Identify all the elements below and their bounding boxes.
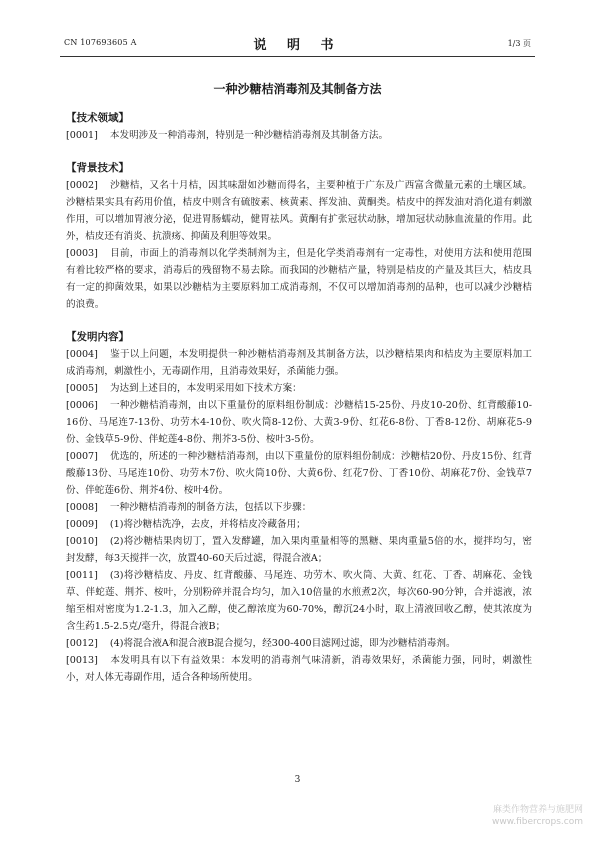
paragraph <box>66 448 532 499</box>
section-heading: 【技术领域】 <box>66 112 129 124</box>
paragraph <box>66 177 532 245</box>
header-rule <box>60 56 535 57</box>
paragraph <box>66 533 532 567</box>
document-type-title: 说 明 书 <box>253 38 342 53</box>
watermark-line-1: 麻类作物营养与施肥网 <box>492 805 583 815</box>
paragraph-number: [0001] <box>66 130 98 141</box>
page-header <box>64 32 531 54</box>
paragraph-text: (1)将沙糖桔洗净，去皮，并将桔皮冷藏备用； <box>109 519 306 530</box>
page-indicator: 1/3 页 <box>507 39 531 48</box>
paragraph <box>66 567 532 635</box>
section-heading: 【发明内容】 <box>66 331 129 343</box>
paragraph-number: [0002] <box>66 180 98 191</box>
paragraph <box>66 380 532 397</box>
paragraph-text: 本发明涉及一种消毒剂，特别是一种沙糖桔消毒剂及其制备方法。 <box>109 130 389 141</box>
paragraph <box>66 635 532 652</box>
section-heading: 【背景技术】 <box>66 162 129 174</box>
paragraph <box>66 346 532 380</box>
paragraph-text: (2)将沙糖桔果肉切丁，置入发酵罐，加入果肉重量相等的黑糖、果肉重量5倍的水，搅拌均匀，密封发酵，每3天搅拌一次，放置40-60天后过滤，得混合液A； <box>66 536 532 564</box>
paragraph-text: 一种沙糖桔消毒剂，由以下重量份的原料组份制成：沙糖桔15-25份、丹皮10-20份、红背酸藤10-16份、马尾连7-13份、功劳木4-10份、吹火筒8-12份、大黄3-9份、红花6-8份、丁香8-12份、胡麻花5-9份、金钱草5-9份、伴蛇莲4-8份、荆芥3-5份、桉叶3-5份。 <box>66 400 532 445</box>
paragraph-number: [0011] <box>66 570 98 581</box>
document-title: 一种沙糖桔消毒剂及其制备方法 <box>213 82 382 96</box>
paragraph-number: [0007] <box>66 451 98 462</box>
paragraph <box>66 652 532 686</box>
paragraph-text: (3)将沙糖桔皮、丹皮、红背酸藤、马尾连、功劳木、吹火筒、大黄、红花、丁香、胡麻花、金钱草、伴蛇莲、荆芥、桉叶，分别粉碎并混合均匀，加入10倍量的水煎煮2次，每次60-90分钟，合并滤液，浓缩至相对密度为1.2-1.3，加入乙醇，使乙醇浓度为60-70%，醇沉24小时，取上清液回收乙醇，使其浓度为含生药1.5-2.5克/毫升，得混合液B； <box>66 570 532 632</box>
paragraph-number: [0003] <box>66 248 98 259</box>
watermark <box>492 804 583 828</box>
paragraph-number: [0006] <box>66 400 98 411</box>
paragraph-number: [0010] <box>66 536 98 547</box>
paragraph-text: 目前，市面上的消毒剂以化学类制剂为主，但是化学类消毒剂有一定毒性，对使用方法和使用范围有着比较严格的要求，消毒后的残留物不易去除。而我国的沙糖桔产量，特别是桔皮的产量及其巨大，桔皮具有一定的抑菌效果，如果以沙糖桔为主要原料加工成消毒剂，不仅可以增加消毒剂的品种，也可以减少沙糖桔的浪费。 <box>66 248 532 310</box>
paragraph-text: 沙糖桔，又名十月桔，因其味甜如沙糖而得名，主要种植于广东及广西富含微量元素的土壤区域。沙糖桔果实具有药用价值，桔皮中则含有硫胺素、核黄素、挥发油、黄酮类。桔皮中的挥发油对消化道有刺激作用，可以增加胃液分泌，促进胃肠蠕动，健胃祛风。黄酮有扩张冠状动脉，增加冠状动脉血流量的作用。此外，桔皮还有消炎、抗溃疡、抑菌及利胆等效果。 <box>66 180 532 242</box>
paragraph-number: [0005] <box>66 383 98 394</box>
paragraph-number: [0012] <box>66 638 98 649</box>
paragraph-text: 优选的，所述的一种沙糖桔消毒剂，由以下重量份的原料组份制成：沙糖桔20份、丹皮15份、红背酸藤13份、马尾连10份、功劳木7份、吹火筒10份、大黄6份、红花7份、丁香10份、胡麻花7份、金钱草7份、伴蛇莲6份、荆芥4份、桉叶4份。 <box>66 451 532 496</box>
paragraph-number: [0004] <box>66 349 98 360</box>
paragraph-number: [0009] <box>66 519 98 530</box>
paragraph-text: 本发明具有以下有益效果：本发明的消毒剂气味清新，消毒效果好，杀菌能力强，同时，刺激性小，对人体无毒副作用，适合各种场所使用。 <box>66 655 532 683</box>
paragraph <box>66 397 532 448</box>
paragraph-text: 鉴于以上问题，本发明提供一种沙糖桔消毒剂及其制备方法，以沙糖桔果肉和桔皮为主要原料加工成消毒剂，刺激性小，无毒副作用，且消毒效果好，杀菌能力强。 <box>66 349 532 377</box>
paragraph-text: 一种沙糖桔消毒剂的制备方法，包括以下步骤： <box>109 502 312 513</box>
paragraph <box>66 245 532 313</box>
paragraph-text: (4)将混合液A和混合液B混合搅匀，经300-400目滤网过滤，即为沙糖桔消毒剂。 <box>109 638 456 649</box>
paragraph-text: 为达到上述目的，本发明采用如下技术方案： <box>109 383 302 394</box>
paragraph <box>66 499 532 516</box>
page-number: 3 <box>294 775 301 785</box>
document-body <box>66 110 532 686</box>
watermark-line-2: www.fibercrops.com <box>492 817 583 827</box>
paragraph <box>66 127 532 144</box>
paragraph-number: [0008] <box>66 502 98 513</box>
publication-number: CN 107693605 A <box>64 38 137 47</box>
paragraph-number: [0013] <box>66 655 98 666</box>
paragraph <box>66 516 532 533</box>
